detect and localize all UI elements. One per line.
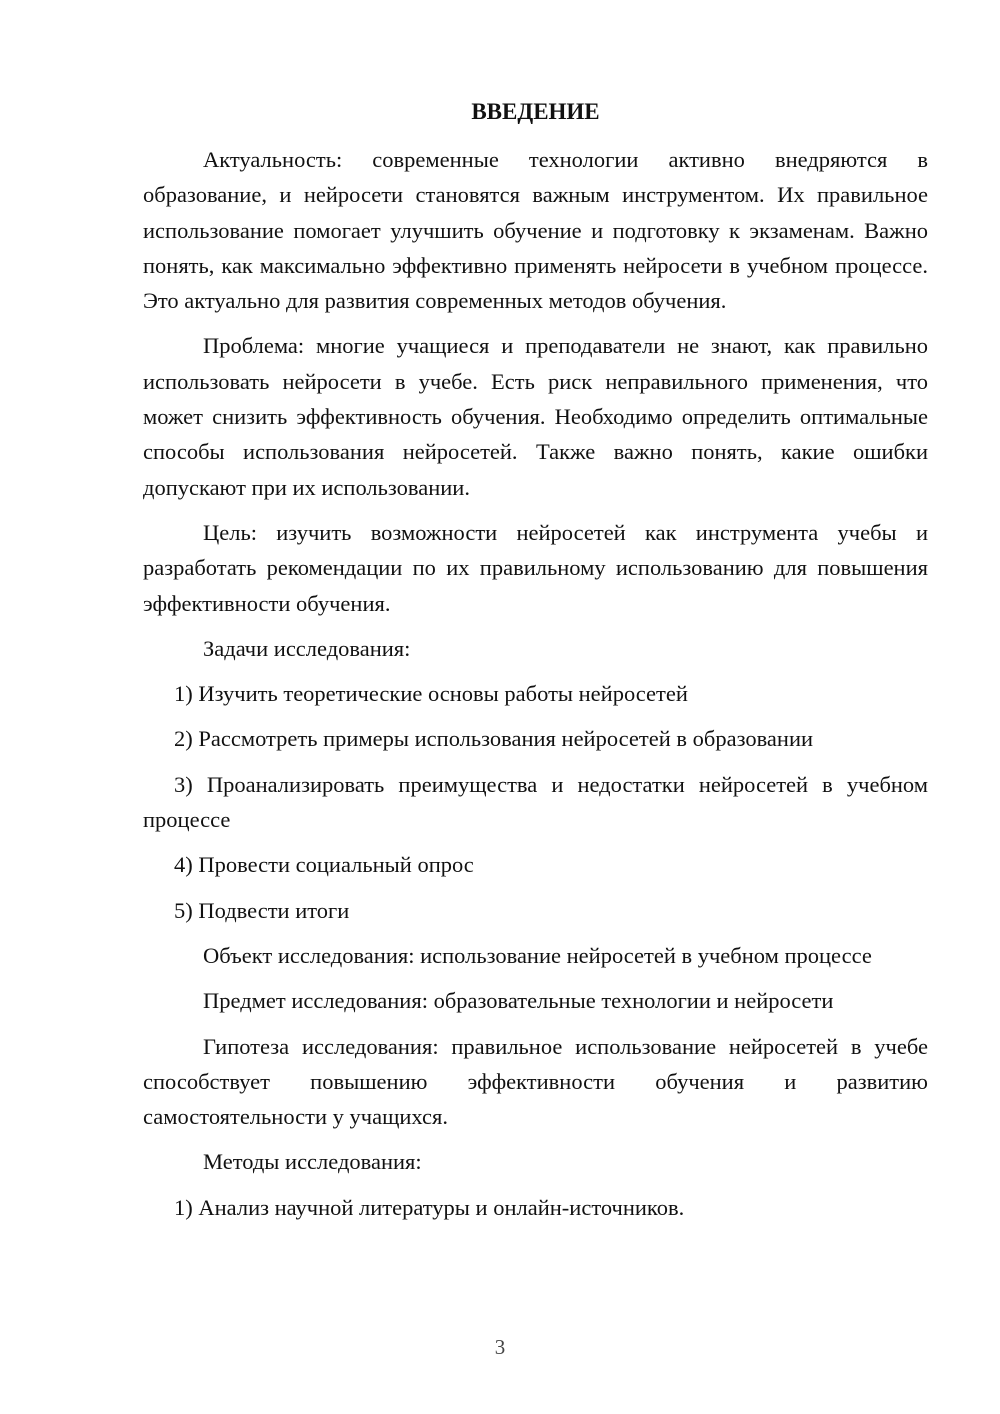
paragraph-goal: Цель: изучить возможности нейросетей как инструмента учебы и разработать рекомендации по их правильному использованию для повышения эффективности обучения. xyxy=(143,519,928,616)
paragraph-object: Объект исследования: использование нейросетей в учебном процессе xyxy=(203,942,872,968)
task-item-2: 2) Рассмотреть примеры использования нейросетей в образовании xyxy=(174,726,814,752)
section-title: ВВЕДЕНИЕ xyxy=(471,99,600,124)
task-item-1: 1) Изучить теоретические основы работы нейросетей xyxy=(174,681,688,707)
paragraph-subject: Предмет исследования: образовательные технологии и нейросети xyxy=(203,988,834,1014)
task-item-4: 4) Провести социальный опрос xyxy=(174,852,474,878)
paragraph-relevance: Актуальность: современные технологии активно внедряются в образование, и нейросети становятся важным инструментом. Их правильное использование помогает улучшить обучение и подготовку к экзаменам. Важно понять, как максимально эффективно применять нейросети в учебном процессе. Это актуально для развития современных методов обучения. xyxy=(143,147,928,314)
document-body xyxy=(143,142,928,1235)
tasks-heading: Задачи исследования: xyxy=(203,635,411,661)
page-number: 3 xyxy=(494,1335,506,1359)
paragraph-hypothesis: Гипотеза исследования: правильное использование нейросетей в учебе способствует повышению эффективности обучения и развитию самостоятельности у учащихся. xyxy=(143,1033,928,1130)
paragraph-problem: Проблема: многие учащиеся и преподаватели не знают, как правильно использовать нейросети в учебе. Есть риск неправильного применения, что может снизить эффективность обучения. Необходимо определить оптимальные способы использования нейросетей. Также важно понять, какие ошибки допускают при их использовании. xyxy=(143,333,928,500)
task-item-5: 5) Подвести итоги xyxy=(174,897,350,923)
methods-heading: Методы исследования: xyxy=(203,1149,422,1175)
method-item-1: 1) Анализ научной литературы и онлайн-источников. xyxy=(174,1194,685,1220)
task-item-3: 3) Проанализировать преимущества и недостатки нейросетей в учебном процессе xyxy=(143,771,928,833)
